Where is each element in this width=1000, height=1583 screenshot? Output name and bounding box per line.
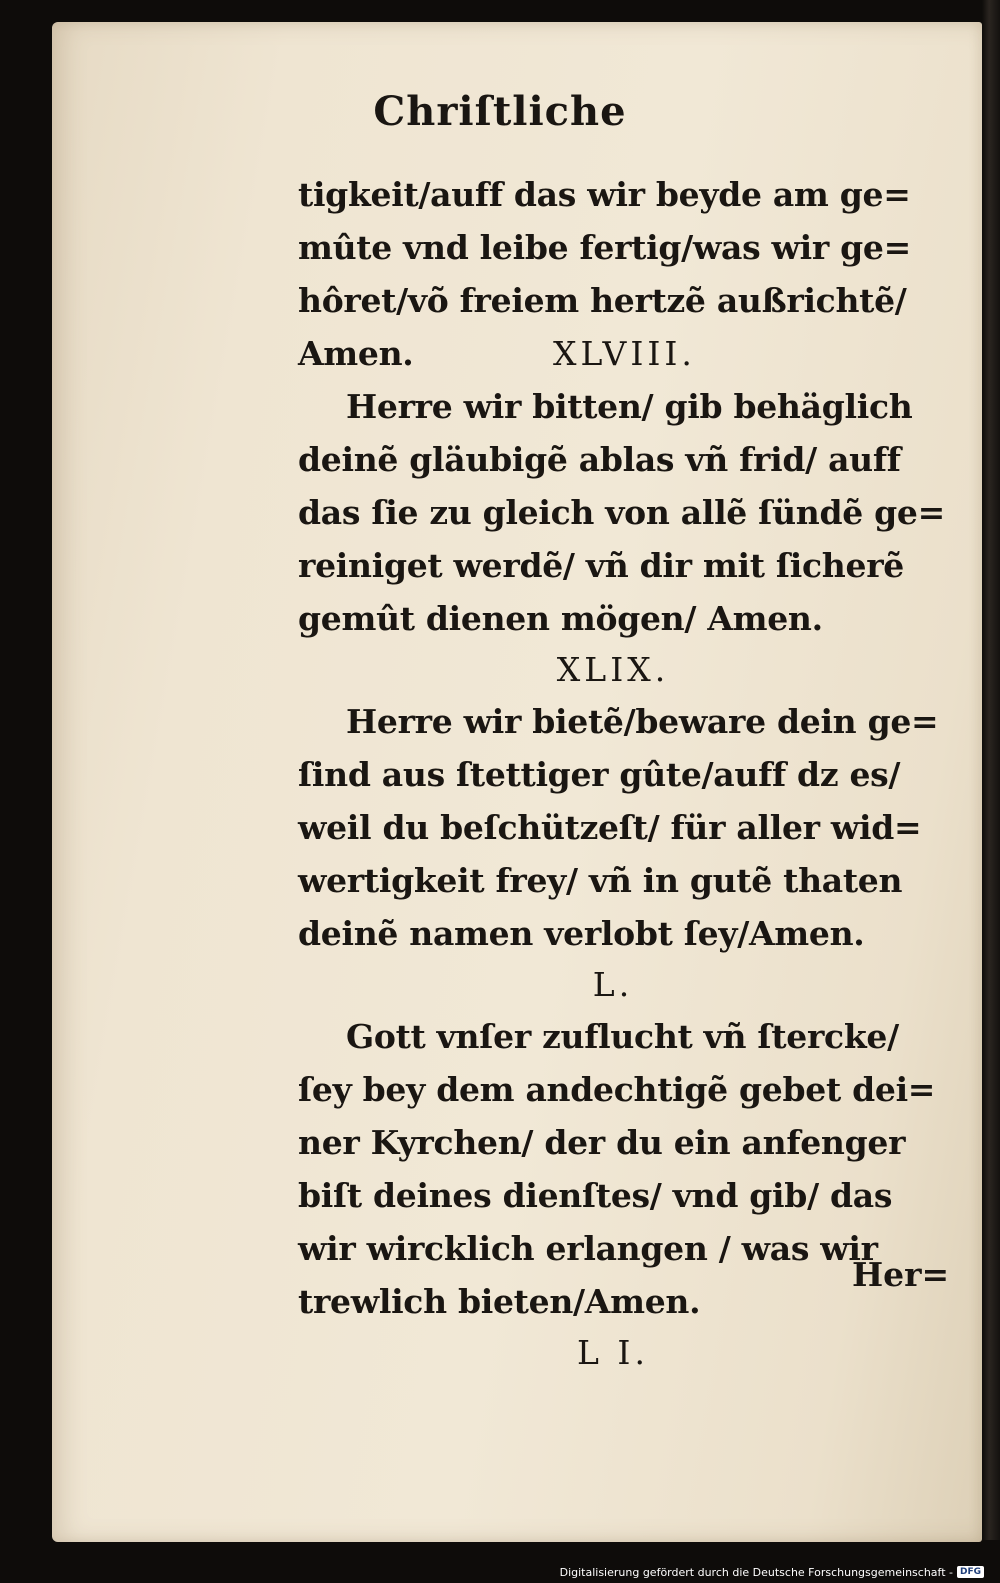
text-line: wertigkeit frey/ vñ in gutẽ thaten [298,861,903,900]
prayer-numeral: L. [592,965,634,1004]
footer-bar [0,1561,1000,1583]
footer-credit: Digitalisierung gefördert durch die Deutsche Forschungsgemeinschaft - [559,1565,953,1579]
text-line: ſind aus ſtettiger gûte/auff dz es/ [298,755,901,794]
dfg-logo: DFG [957,1566,984,1578]
text-line [298,327,948,380]
text-line: das ſie zu gleich von allẽ ſündẽ ge= [298,493,945,532]
text-line: mûte vnd leibe fertig/was wir ge= [298,228,911,267]
text-line: Herre wir bietẽ/beware dein ge= [346,702,939,741]
text-block [298,168,948,1378]
text-line: gemût dienen mögen/ Amen. [298,599,823,638]
text-line: ner Kyrchen/ der du ein anfenger [298,1123,906,1162]
prayer-numeral: L I. [577,1333,649,1372]
catchword: Her= [852,1255,950,1294]
text-line: ſey bey dem andechtigẽ gebet dei= [298,1070,936,1109]
text-line: trewlich bieten/Amen. [298,1282,701,1321]
text-line: Herre wir bitten/ gib behäglich [346,387,913,426]
text-line: deinẽ namen verlobt ſey/Amen. [298,914,865,953]
text-line: wir wircklich erlangen / was wir [298,1229,878,1268]
text-line: Gott vnſer zuflucht vñ ſtercke/ [346,1017,899,1056]
page-edge [982,0,1000,1540]
text-line: tigkeit/auff das wir beyde am ge= [298,175,911,214]
text-line: deinẽ gläubigẽ ablas vñ frid/ auff [298,440,901,479]
text-line: reiniget werdẽ/ vñ dir mit ſicherẽ [298,546,904,585]
prayer-numeral: XLVIII. [553,334,696,373]
closing-word: Amen. [298,334,414,373]
running-head: Chriſtliche [373,88,627,135]
text-line: biſt deines dienſtes/ vnd gib/ das [298,1176,893,1215]
text-line: weil du beſchützeſt/ für aller wid= [298,808,922,847]
prayer-numeral: XLIX. [556,650,670,689]
text-line: hôret/võ freiem hertzẽ außrichtẽ/ [298,281,907,320]
